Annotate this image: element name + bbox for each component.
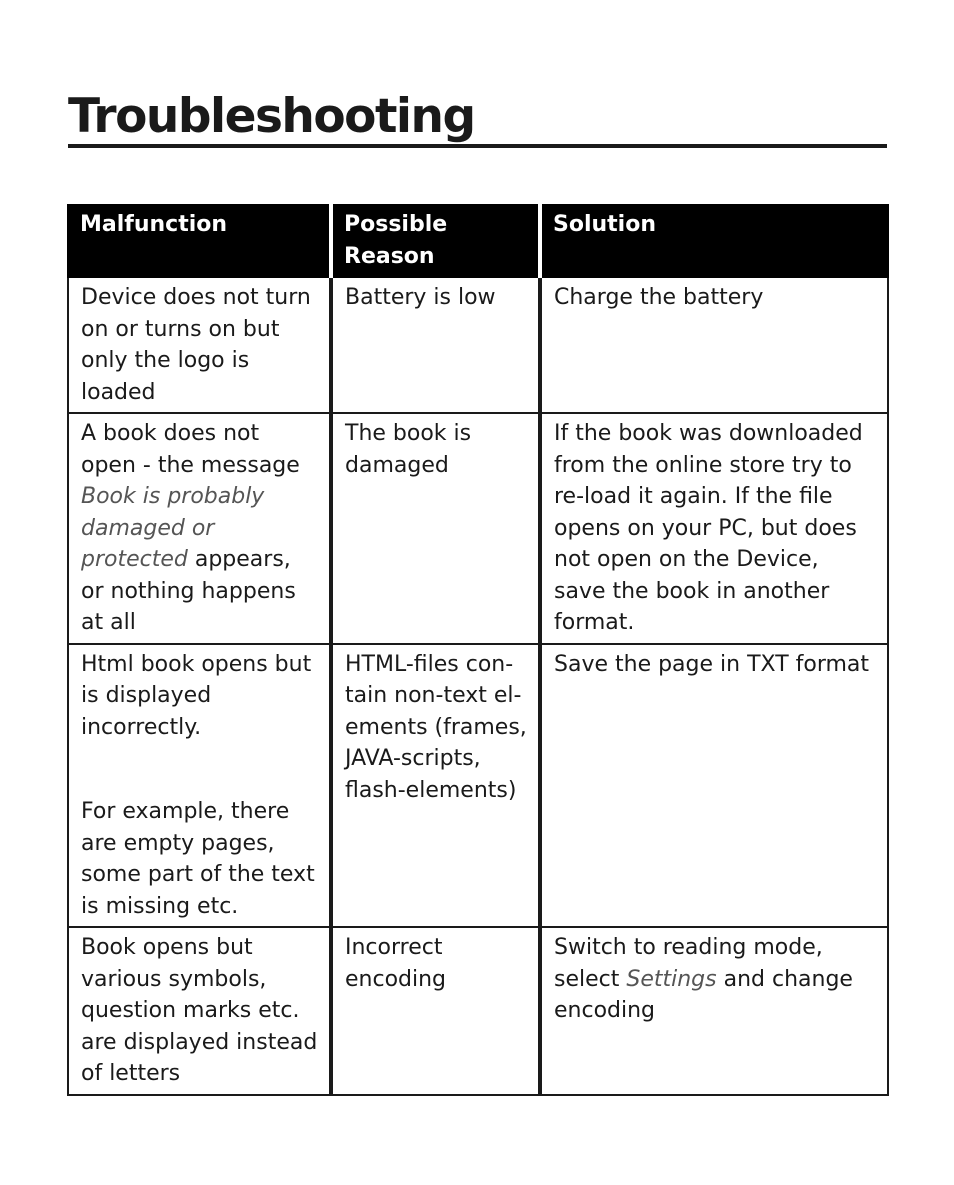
paragraph-gap [81,743,319,796]
malfunction-cell: Book opens but various symbols, question marks etc. are displayed instead of letters [68,927,331,1095]
malfunction-cell: Device does not turn on or turns on but only the logo is loaded [68,277,331,413]
header-malfunction: Malfunction [68,205,331,277]
malfunction-cell [68,644,331,928]
reason-cell: Battery is low [331,277,540,413]
page-title: Troubleshooting [68,89,475,144]
malfunction-text: appears, or nothing happens at all [81,547,296,635]
header-solution: Solution [540,205,888,277]
solution-cell [540,927,888,1095]
reason-cell: The book is damaged [331,413,540,644]
table-row [68,413,888,644]
settings-menu-text: Settings [626,966,717,992]
malfunction-cell [68,413,331,644]
malfunction-text: For example, there are empty pages, some part of the text is missing etc. [81,799,315,919]
malfunction-text: Html book opens but is displayed incorrectly. [81,651,312,740]
header-possible-reason: Possible Reason [331,205,540,277]
solution-text: Switch to reading mode, select [554,935,823,992]
malfunction-text: A book does not open - the message [81,421,300,478]
title-underline [68,144,887,148]
solution-cell: Save the page in TXT format [540,644,888,928]
solution-cell: Charge the battery [540,277,888,413]
solution-text: and change encoding [554,966,853,1023]
table-row [68,644,888,928]
reason-cell: Incorrect encoding [331,927,540,1095]
table-row [68,277,888,413]
table-row [68,927,888,1095]
troubleshooting-table [67,204,889,1096]
error-message-text: Book is probably damaged or protected [81,484,265,572]
reason-cell: HTML-files con- tain non-text el- ements (frames, JAVA-scripts, flash-elements) [331,644,540,928]
solution-cell: If the book was downloaded from the online store try to re-load it again. If the file opens on your PC, but does not open on the Device, save the book in another format. [540,413,888,644]
table-header-row [68,205,888,277]
